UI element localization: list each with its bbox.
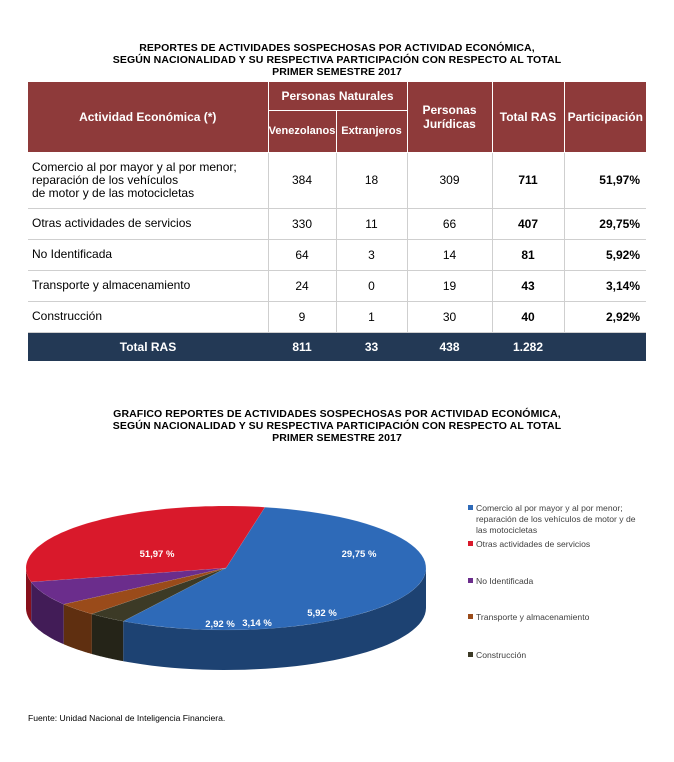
cell-total: 407 — [492, 208, 564, 239]
cell-venezolanos: 24 — [268, 270, 336, 301]
pie-chart — [20, 488, 450, 688]
table-title — [0, 42, 674, 78]
cell-participacion: 29,75% — [564, 208, 646, 239]
legend-label: las motocicletas — [476, 525, 538, 535]
legend-swatch — [468, 614, 473, 619]
header-personas-juridicas-line-2: Jurídicas — [423, 116, 476, 131]
header-personas-juridicas — [407, 82, 492, 152]
cell-total: 81 — [492, 239, 564, 270]
cell-participacion: 51,97% — [564, 152, 646, 208]
legend-swatch — [468, 505, 473, 510]
totals-row — [28, 332, 646, 361]
legend-swatch — [468, 541, 473, 546]
legend-label: Transporte y almacenamiento — [476, 612, 590, 622]
cell-juridicas: 14 — [407, 239, 492, 270]
table-title-line-3: PRIMER SEMESTRE 2017 — [272, 66, 402, 78]
cell-venezolanos: 9 — [268, 301, 336, 332]
row-actividad: No Identificada — [28, 239, 268, 270]
row-actividad: Construcción — [28, 301, 268, 332]
cell-juridicas: 309 — [407, 152, 492, 208]
table-row — [28, 208, 646, 239]
legend-label: Comercio al por mayor y al por menor; — [476, 503, 623, 513]
legend-swatch — [468, 578, 473, 583]
legend-label: reparación de los vehículos de motor y de — [476, 514, 636, 524]
table-row — [28, 270, 646, 301]
legend-item-transporte — [468, 612, 589, 623]
cell-participacion: 2,92% — [564, 301, 646, 332]
cell-venezolanos: 64 — [268, 239, 336, 270]
pie-data-label: 3,14 % — [242, 618, 272, 629]
header-actividad: Actividad Económica (*) — [28, 82, 268, 152]
legend-label: No Identificada — [476, 576, 534, 586]
legend-item-otras — [468, 539, 590, 550]
cell-extranjeros: 11 — [336, 208, 407, 239]
chart-title-line-1: GRAFICO REPORTES DE ACTIVIDADES SOSPECHOSAS POR ACTIVIDAD ECONÓMICA, — [113, 408, 561, 420]
totals-extranjeros: 33 — [336, 332, 407, 361]
cell-extranjeros: 3 — [336, 239, 407, 270]
row-actividad-line: de motor y de las motocicletas — [32, 185, 195, 200]
cell-venezolanos: 330 — [268, 208, 336, 239]
table-title-line-2: SEGÚN NACIONALIDAD Y SU RESPECTIVA PARTICIPACIÓN CON RESPECTO AL TOTAL — [112, 54, 562, 66]
cell-juridicas: 30 — [407, 301, 492, 332]
pie-data-label: 5,92 % — [307, 608, 337, 619]
legend-swatch — [468, 652, 473, 657]
header-extranjeros: Extranjeros — [336, 110, 407, 152]
cell-participacion: 5,92% — [564, 239, 646, 270]
cell-total: 43 — [492, 270, 564, 301]
totals-juridicas: 438 — [407, 332, 492, 361]
cell-extranjeros: 1 — [336, 301, 407, 332]
table-row — [28, 152, 646, 208]
legend-label: Otras actividades de servicios — [476, 539, 591, 549]
table-row — [28, 301, 646, 332]
cell-juridicas: 19 — [407, 270, 492, 301]
header-participacion: Participación — [564, 82, 646, 152]
cell-participacion: 3,14% — [564, 270, 646, 301]
header-personas-naturales: Personas Naturales — [268, 82, 407, 110]
totals-total: 1.282 — [492, 332, 564, 361]
chart-title-line-2: SEGÚN NACIONALIDAD Y SU RESPECTIVA PARTICIPACIÓN CON RESPECTO AL TOTAL — [112, 420, 562, 432]
pie-data-label: 2,92 % — [205, 619, 235, 630]
legend-item-construccion — [468, 650, 526, 661]
pie-data-label: 29,75 % — [341, 549, 377, 560]
activities-table — [28, 82, 646, 361]
table-row — [28, 239, 646, 270]
cell-total: 40 — [492, 301, 564, 332]
row-actividad-line: reparación de los vehículos — [32, 172, 179, 187]
row-actividad — [28, 152, 268, 208]
table-title-line-1: REPORTES DE ACTIVIDADES SOSPECHOSAS POR ACTIVIDAD ECONÓMICA, — [139, 42, 535, 54]
cell-extranjeros: 0 — [336, 270, 407, 301]
source-note: Fuente: Unidad Nacional de Inteligencia Financiera. — [28, 713, 226, 723]
chart-title-line-3: PRIMER SEMESTRE 2017 — [272, 432, 402, 444]
row-actividad-line: Comercio al por mayor y al por menor; — [32, 159, 237, 174]
legend-item-no-identificada — [468, 576, 533, 587]
header-personas-juridicas-line-1: Personas — [422, 102, 477, 117]
row-actividad: Transporte y almacenamiento — [28, 270, 268, 301]
cell-venezolanos: 384 — [268, 152, 336, 208]
cell-juridicas: 66 — [407, 208, 492, 239]
cell-extranjeros: 18 — [336, 152, 407, 208]
header-total-ras: Total RAS — [492, 82, 564, 152]
pie-data-label: 51,97 % — [139, 549, 175, 560]
legend-item-comercio — [468, 503, 636, 536]
legend-label: Construcción — [476, 650, 527, 660]
totals-participacion — [564, 332, 646, 361]
chart-title — [0, 408, 674, 444]
cell-total: 711 — [492, 152, 564, 208]
row-actividad: Otras actividades de servicios — [28, 208, 268, 239]
pie-slice-side — [92, 614, 123, 661]
totals-venezolanos: 811 — [268, 332, 336, 361]
totals-label: Total RAS — [28, 332, 268, 361]
header-venezolanos: Venezolanos — [268, 110, 336, 152]
